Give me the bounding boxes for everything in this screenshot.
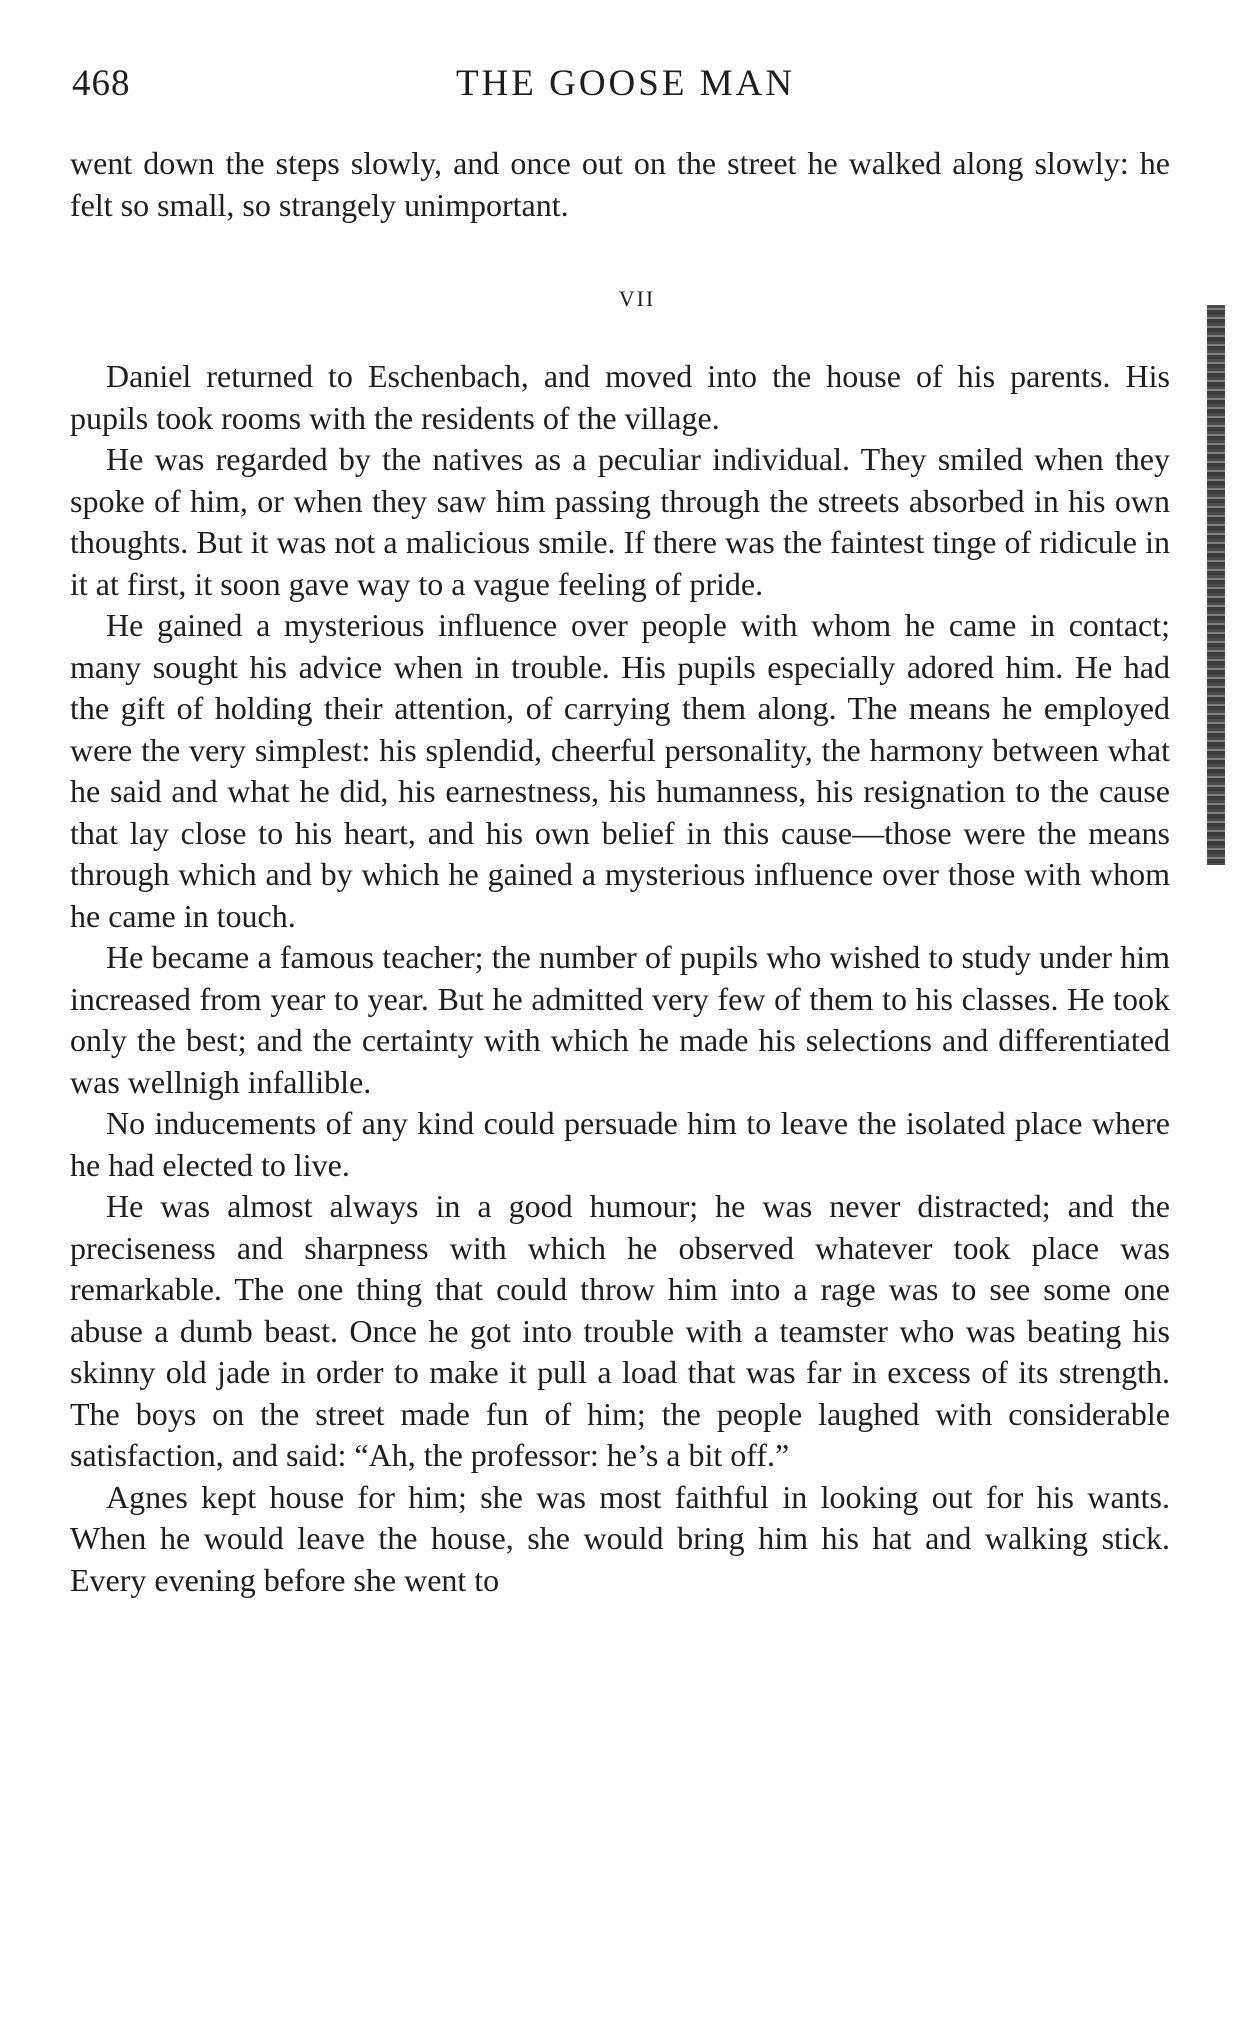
paragraph: He was regarded by the natives as a peculiar individual. They smiled when they spoke of him, or when they saw him passing through the streets absorbed in his own thoughts. But it was not a malicious smile. If there was the faintest tinge of ridicule in it at first, it soon gave way to a vague feeling of pride. bbox=[70, 441, 1170, 602]
page-header bbox=[72, 62, 1179, 122]
running-title: THE GOOSE MAN bbox=[455, 63, 796, 104]
section-heading: VII bbox=[618, 286, 656, 311]
paragraph: He was almost always in a good humour; he was never distracted; and the preciseness and sharpness with which he observed whatever took place was remarkable. The one thing that could throw him into a rage was to see some one abuse a dumb beast. Once he got into trouble with a teamster who was beating his skinny old jade in order to make it pull a load that was far in excess of its strength. The boys on the street made fun of him; the people laughed with considerable satisfaction, and said: “Ah, the professor: he’s a bit off.” bbox=[70, 1188, 1170, 1473]
paragraph: Agnes kept house for him; she was most faithful in looking out for his wants. When he would leave the house, she would bring him his hat and walking stick. Every evening before she went to bbox=[70, 1478, 1170, 1598]
paragraph: He gained a mysterious influence over people with whom he came in contact; many sought his advice when in trouble. His pupils especially adored him. He had the gift of holding their attention, of carrying them along. The means he employed were the very simplest: his splendid, cheerful personality, the harmony between what he said and what he did, his earnestness, his humanness, his resignation to the cause that lay close to his heart, and his own belief in this cause—those were the means through which and by which he gained a mysterious influence over those with whom he came in touch. bbox=[70, 607, 1170, 934]
intro-text bbox=[70, 143, 1170, 226]
paragraph: Daniel returned to Eschenbach, and moved into the house of his parents. His pupils took rooms with the residents of the village. bbox=[70, 358, 1170, 436]
scan-edge-mark bbox=[1207, 305, 1225, 865]
chapter-body bbox=[70, 356, 1170, 1601]
intro-paragraph: went down the steps slowly, and once out on the street he walked along slowly: he felt so small, so strangely unimportant. bbox=[70, 145, 1170, 223]
page-number: 468 bbox=[72, 63, 131, 104]
paragraph: No inducements of any kind could persuade him to leave the isolated place where he had elected to live. bbox=[70, 1105, 1170, 1183]
paragraph: He became a famous teacher; the number of pupils who wished to study under him increased from year to year. But he admitted very few of them to his classes. He took only the best; and the certainty with which he made his selections and differentiated was wellnigh infallible. bbox=[70, 939, 1170, 1100]
